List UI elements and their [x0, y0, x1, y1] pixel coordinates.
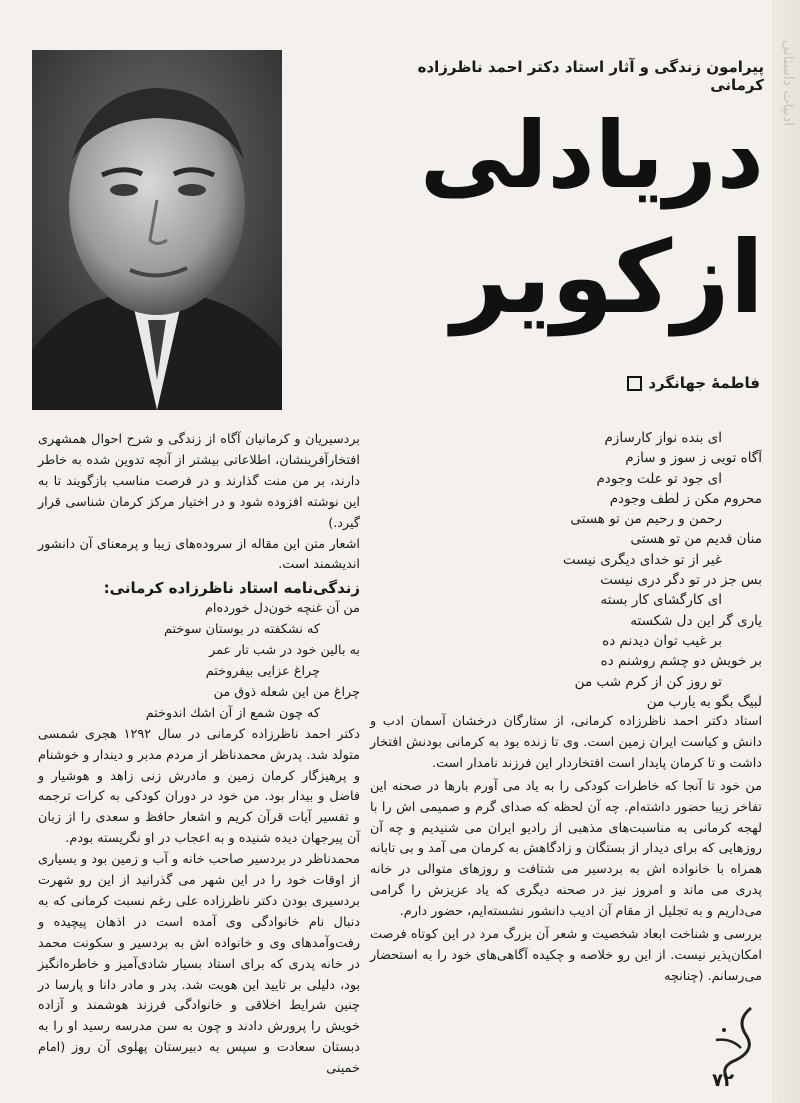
portrait-photo	[32, 50, 282, 410]
verse-line: من آن غنچه خون‌دل خورده‌ام	[205, 601, 360, 617]
paragraph: دکتر احمد ناظرزاده کرمانی در سال ۱۲۹۲ هجری شمسی متولد شد. پدرش محمدناظر از مردم مدبر و دیندار و خوشنام و پرهیزگار کرمان زمین و مادرش زنی زاهد و هوشیار و فاضل و بیدار بود. من خود در دوران کودکی به کرات ترجمه و تفسیر آیات قرآن کریم و اشعار حافظ و سعدی را از زبان آن پیرجهان دیده شنیده و به اعجاب در او نگریسته بودم.	[38, 726, 360, 847]
poem-line: تو روز کن از کرم شب من	[574, 673, 722, 690]
poem-line: یاری گر این دل شکسته	[630, 612, 762, 629]
left-column-body	[38, 430, 360, 1080]
verse-line: که نشکفته در بوستان سوختم	[163, 622, 320, 638]
paragraph: اشعار متن این مقاله از سروده‌های زیبا و پرمعنای آن دانشور اندیشمند است.	[38, 536, 360, 573]
paragraph: بررسی و شناخت ابعاد شخصیت و شعر آن بزرگ مرد در این کوتاه فرصت امکان‌پذیر نیست. از این رو خلاصه و چکیده آگاهی‌های خود را به استحضار می‌رسانم. (چنانچه	[370, 927, 762, 984]
poem-line: بر غیب توان دیدنم ده	[602, 632, 722, 649]
poem-line: ای بنده نواز کارسازم	[604, 430, 722, 446]
square-bullet-icon	[627, 376, 642, 391]
poem-line: غیر از تو خدای دیگری نیست	[562, 551, 722, 568]
poem-line: ای جود تو علت وجودم	[596, 470, 722, 487]
page-edge	[772, 0, 800, 1103]
verse-line: به بالین خود در شب تار عمر	[209, 643, 360, 659]
article-title-line2: ازکویر	[451, 219, 764, 336]
kerman-calligraphy-logo	[706, 1000, 766, 1080]
page-number: ۷۲	[712, 1070, 734, 1091]
section-heading: زندگی‌نامه استاد ناظرزاده کرمانی:	[103, 579, 360, 598]
poem-line: رحمن و رحیم من تو هستی	[570, 511, 722, 528]
article-subtitle: پیرامون زندگی و آثار استاد دکتر احمد ناظرزاده کرمانی	[417, 58, 764, 94]
poem-line: منان قدیم من تو هستی	[630, 531, 762, 548]
author-byline	[627, 374, 760, 392]
margin-ghost-text: ادبیات داستانی	[780, 40, 796, 127]
verse-line: که چون شمع از آن اشك اندوختم	[145, 705, 320, 721]
paragraph: استاد دکتر احمد ناظرزاده کرمانی، از ستارگان درخشان آسمان ادب و دانش و کیاست ایران زمین است. وی تا زنده بود به کرمانی بودنش افتخار داشت و تا کرمان پایدار است افتخاردار این فرزند نامدار است.	[370, 714, 762, 771]
verse-line: چراغ عزایی بیفروختم	[205, 663, 320, 679]
article-title-line1: دریادلی	[419, 102, 764, 209]
poem-line: آگاه تویی ز سوز و سازم	[625, 450, 762, 467]
paragraph: محمدناظر در بردسیر صاحب خانه و آب و زمین بود و بسیاری از اوقات خود را در این شهر می گذرانید از این رو شهرت بردسیری بودن دکتر ناظرزاده علی رغم نسبت کرمانی که به دنبال نام خانوادگی وی آمده است در اذهان پیچیده و رفت‌وآمدهای وی و خانواده اش به بردسیر و سکونت محمد در خانه پدری که برای استاد بسیار شادی‌آمیز و خاطره‌انگیز بود، دلیلی بر تایید این هویت شد. پدر و مادر دانا و پارسا در چنین شرایط اخلاقی و خانوادگی فرزند هوشمند و آزاده خویش را پرورش دادند و چون به سن مدرسه رسید او را به دبستان سعادت و سپس به دبیرستان پهلوی آن روز (امام خمینی	[38, 852, 360, 1077]
poem-line: لبیگ بگو به یارب من	[646, 693, 762, 710]
author-name: فاطمهٔ جهانگرد	[648, 374, 760, 392]
poem-line: محروم مکن ز لطف وجودم	[609, 490, 762, 507]
paragraph: بردسیریان و کرمانیان آگاه از زندگی و شرح احوال همشهری افتخارآفرینشان، اطلاعاتی بیشتر از آنچه تدوین شده به خاطر دارند، بر من منت گذارند و در فرصت مناسب بازگویند تا به این نوشته افزوده شود و در اختیار مرکز کرمان شناسی قرار گیرد.)	[38, 432, 360, 531]
paragraph: من خود تا آنجا که خاطرات کودکی را به یاد می آورم بارها در صحنه این تفاخر زیبا حضور داشته‌ام. چه آن لحظه که صدای گرم و صمیمی اش را با لهجه کرمانی به مناسبت‌های مذهبی از رادیو ایران می شنیدیم و چه آن روزهایی که برای دیدار از بستگان و زادگاهش به کرمان می آمد و بی تابانه همراه با خانواده اش به بردسیر می شتافت و روزهای متوالی در خانه پدری می ماند و امروز نیز در صحنه دیگری که یاد عزیزش را گرامی می‌داریم و به تجلیل از مقام آن ادیب دانشور نشسته‌ایم، حضور دارم.	[370, 778, 762, 920]
right-column-body	[370, 712, 762, 990]
poem-line: ای کارگشای کار بسته	[600, 592, 722, 609]
poem-line: بس جز در تو دگر دری نیست	[600, 572, 762, 589]
opening-poem	[370, 428, 762, 712]
poem-line: بر خویش دو چشم روشنم ده	[600, 653, 762, 670]
verse-line: چراغ من این شعله ذوق من	[213, 684, 360, 700]
